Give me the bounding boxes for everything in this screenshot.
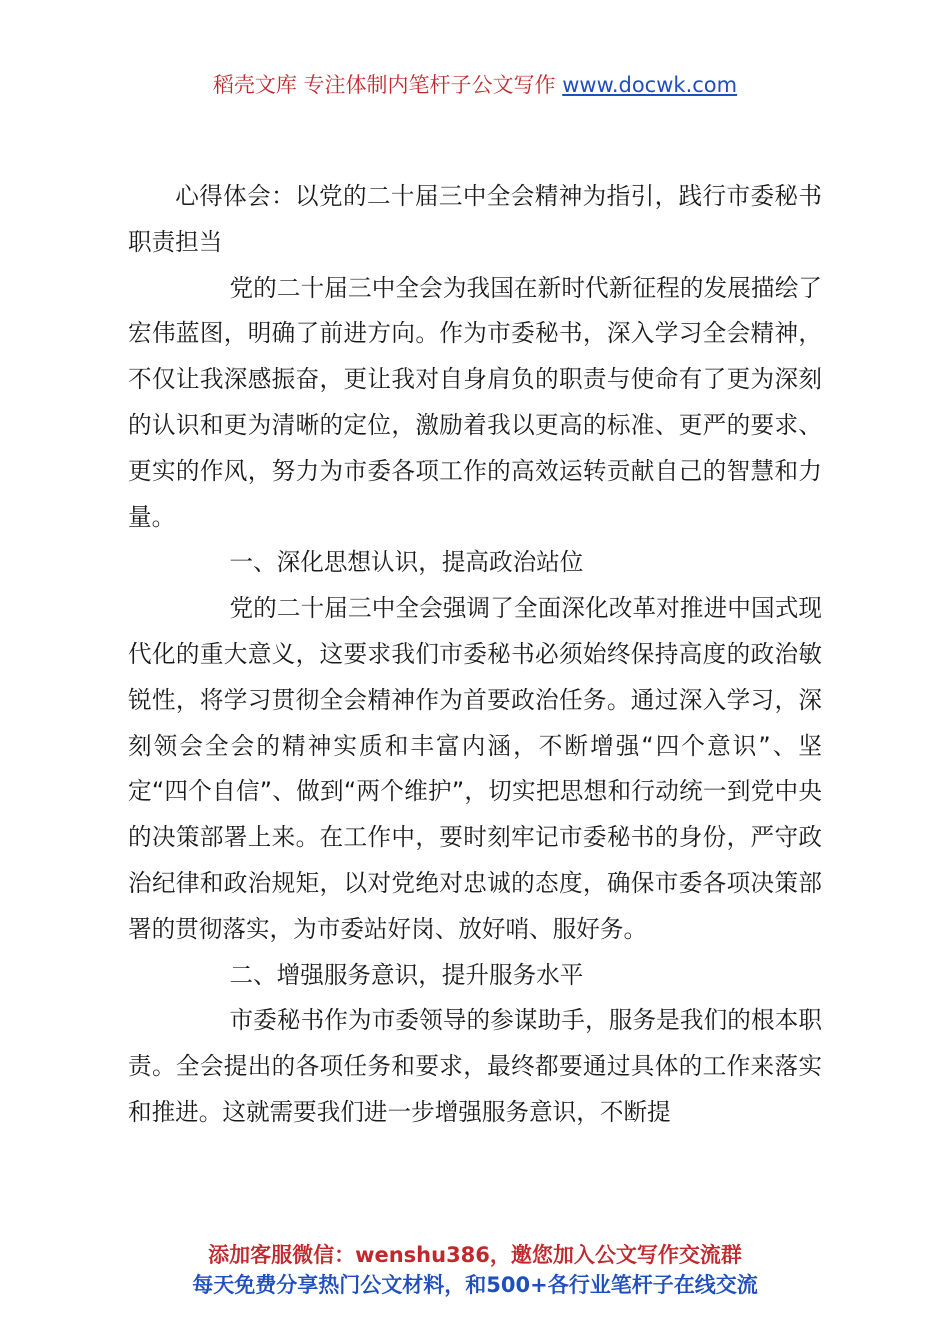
section-2-paragraph: 市委秘书作为市委领导的参谋助手，服务是我们的根本职责。全会提出的各项任务和要求，最终都要通过具体的工作来落实和推进。这就需要我们进一步增强服务意识，不断提: [128, 1006, 822, 1126]
header-brand-text: 稻壳文库 专注体制内笔杆子公文写作: [212, 73, 563, 97]
document-body: [128, 174, 822, 1136]
intro-paragraph: 党的二十届三中全会为我国在新时代新征程的发展描绘了宏伟蓝图，明确了前进方向。作为市委秘书，深入学习全会精神，不仅让我深感振奋，更让我对自身肩负的职责与使命有了更为深刻的认识和更为清晰的定位，激励着我以更高的标准、更严的要求、更实的作风，努力为市委各项工作的高效运转贡献自己的智慧和力量。: [128, 273, 822, 531]
header-website-link[interactable]: www.docwk.com: [562, 73, 738, 97]
section-1-paragraph: 党的二十届三中全会强调了全面深化改革对推进中国式现代化的重大意义，这要求我们市委秘书必须始终保持高度的政治敏锐性，将学习贯彻全会精神作为首要政治任务。通过深入学习，深刻领会全会的精神实质和丰富内涵，不断增强“四个意识”、坚定“四个自信”、做到“两个维护”，切实把思想和行动统一到党中央的决策部署上来。在工作中，要时刻牢记市委秘书的身份，严守政治纪律和政治规矩，以对党绝对忠诚的态度，确保市委各项决策部署的贯彻落实，为市委站好岗、放好哨、服好务。: [128, 594, 822, 943]
document-title: 心得体会：以党的二十届三中全会精神为指引，践行市委秘书职责担当: [128, 182, 822, 256]
section-2-heading: 二、增强服务意识，提升服务水平: [229, 960, 584, 989]
page-header: [0, 70, 950, 100]
section-1-heading: 一、深化思想认识，提高政治站位: [229, 548, 584, 577]
page-footer: [0, 1240, 950, 1300]
footer-wechat-line: 添加客服微信：wenshu386，邀您加入公文写作交流群: [208, 1243, 742, 1267]
footer-share-line: 每天免费分享热门公文材料，和500+各行业笔杆子在线交流: [192, 1273, 758, 1297]
